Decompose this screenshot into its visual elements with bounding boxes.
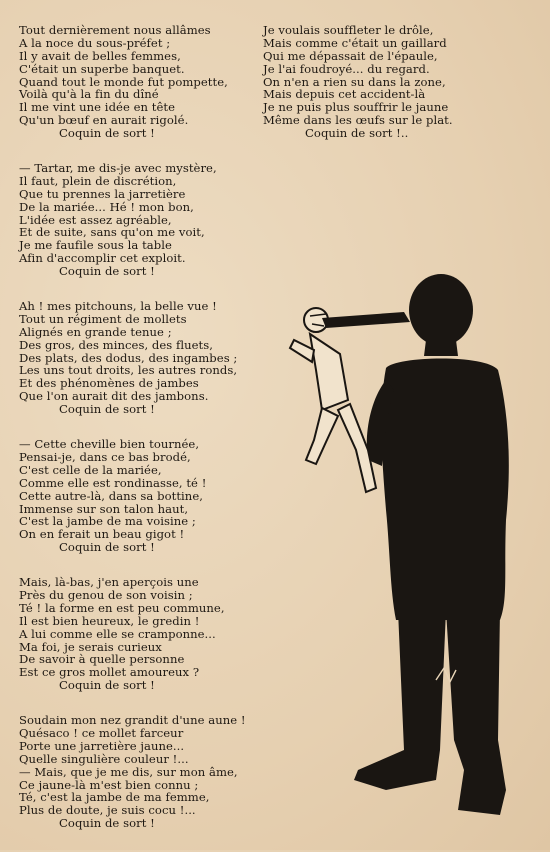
verse-line: Il me vint une idée en tête: [19, 100, 176, 115]
verse-line: Ah ! mes pitchouns, la belle vue !: [19, 299, 217, 314]
verse-line: Que l'on aurait dit des jambons.: [19, 389, 209, 404]
verse-line: Qui me dépassait de l'épaule,: [263, 48, 438, 63]
verse-line: Et de suite, sans qu'on me voit,: [19, 225, 205, 240]
verse-line: Mais, là-bas, j'en aperçois une: [19, 575, 199, 590]
verse-line: Près du genou de son voisin ;: [19, 587, 193, 602]
left-text-column: [19, 24, 259, 852]
verse-line: — Mais, que je me dis, sur mon âme,: [19, 764, 238, 779]
verse-line: Il faut, plein de discrétion,: [19, 173, 177, 188]
verse-line: Je l'ai foudroyé... du regard.: [263, 61, 430, 76]
verse-line: Est ce gros mollet amoureux ?: [19, 665, 200, 680]
verse-line: Les uns tout droits, les autres ronds,: [19, 363, 238, 378]
verse-line: A la noce du sous-préfet ;: [19, 35, 171, 50]
verse-line: De savoir à quelle personne: [19, 652, 185, 667]
verse-line: Il y avait de belles femmes,: [19, 48, 181, 63]
refrain-line: Coquin de sort !: [59, 816, 155, 831]
pulling-arm: [322, 312, 410, 328]
verse-line: Ma foi, je serais curieux: [19, 639, 162, 654]
refrain-line: Coquin de sort !..: [305, 126, 409, 141]
verse-line: Porte une jarretière jaune...: [19, 738, 185, 753]
verse-line: Quelle singulière couleur !...: [19, 751, 189, 766]
verse-line: Alignés en grande tenue ;: [19, 324, 172, 339]
refrain-line: Coquin de sort !: [59, 678, 155, 693]
verse-line: C'était un superbe banquet.: [19, 61, 185, 76]
verse-line: A lui comme elle se cramponne...: [19, 626, 216, 641]
silhouette-illustration: [286, 270, 526, 830]
refrain-line: Coquin de sort !: [59, 264, 155, 279]
stanza: [263, 24, 473, 140]
verse-line: Té ! la forme en est peu commune,: [19, 600, 225, 615]
verse-line: Comme elle est rondinasse, té !: [19, 475, 207, 490]
verse-line: Des plats, des dodus, des ingambes ;: [19, 350, 238, 365]
verse-line: Plus de doute, je suis cocu !...: [19, 803, 196, 818]
verse-line: Immense sur son talon haut,: [19, 501, 189, 516]
verse-line: Il est bien heureux, le gredin !: [19, 613, 200, 628]
stanza: [19, 714, 259, 830]
stanza: [19, 576, 259, 692]
stanza: [19, 438, 259, 554]
verse-line: Afin d'accomplir cet exploit.: [19, 251, 186, 266]
verse-line: Mais depuis cet accident-là: [263, 87, 426, 102]
verse-line: Même dans les œufs sur le plat.: [263, 113, 453, 128]
verse-line: Qu'un bœuf en aurait rigolé.: [19, 113, 189, 128]
verse-line: Té, c'est la jambe de ma femme,: [19, 790, 210, 805]
verse-line: C'est celle de la mariée,: [19, 462, 162, 477]
verse-line: Mais comme c'était un gaillard: [263, 35, 447, 50]
verse-line: Je me faufile sous la table: [19, 238, 172, 253]
verse-line: Quand tout le monde fut pompette,: [19, 74, 228, 89]
refrain-line: Coquin de sort !: [59, 126, 155, 141]
verse-line: Tout dernièrement nous allâmes: [19, 23, 211, 37]
verse-line: Je voulais souffleter le drôle,: [263, 23, 434, 37]
verse-line: Quésaco ! ce mollet farceur: [19, 725, 184, 740]
stanza: [19, 300, 259, 416]
illustration-drawing: [286, 270, 526, 830]
small-figure: [290, 308, 376, 492]
silhouette-man: [354, 274, 509, 815]
verse-line: C'est la jambe de ma voisine ;: [19, 514, 196, 529]
verse-line: — Cette cheville bien tournée,: [19, 437, 200, 452]
verse-line: Soudain mon nez grandit d'une aune !: [19, 713, 246, 728]
refrain-line: Coquin de sort !: [59, 540, 155, 555]
verse-line: L'idée est assez agréable,: [19, 212, 172, 227]
right-text-column: [263, 24, 473, 162]
verse-line: Voilà qu'à la fin du dîné: [19, 87, 159, 102]
verse-line: Je ne puis plus souffrir le jaune: [263, 100, 449, 115]
stanza: [19, 24, 259, 140]
verse-line: Des gros, des minces, des fluets,: [19, 337, 214, 352]
verse-line: De la mariée... Hé ! mon bon,: [19, 199, 194, 214]
verse-line: Et des phénomènes de jambes: [19, 376, 199, 391]
verse-line: On en ferait un beau gigot !: [19, 527, 185, 542]
stanza: [19, 162, 259, 278]
refrain-line: Coquin de sort !: [59, 402, 155, 417]
verse-line: — Tartar, me dis-je avec mystère,: [19, 161, 217, 176]
verse-line: Tout un régiment de mollets: [19, 311, 187, 326]
verse-line: Pensai-je, dans ce bas brodé,: [19, 449, 191, 464]
verse-line: Cette autre-là, dans sa bottine,: [19, 488, 203, 503]
verse-line: Que tu prennes la jarretière: [19, 186, 186, 201]
verse-line: On n'en a rien su dans la zone,: [263, 74, 446, 89]
verse-line: Ce jaune-là m'est bien connu ;: [19, 777, 199, 792]
